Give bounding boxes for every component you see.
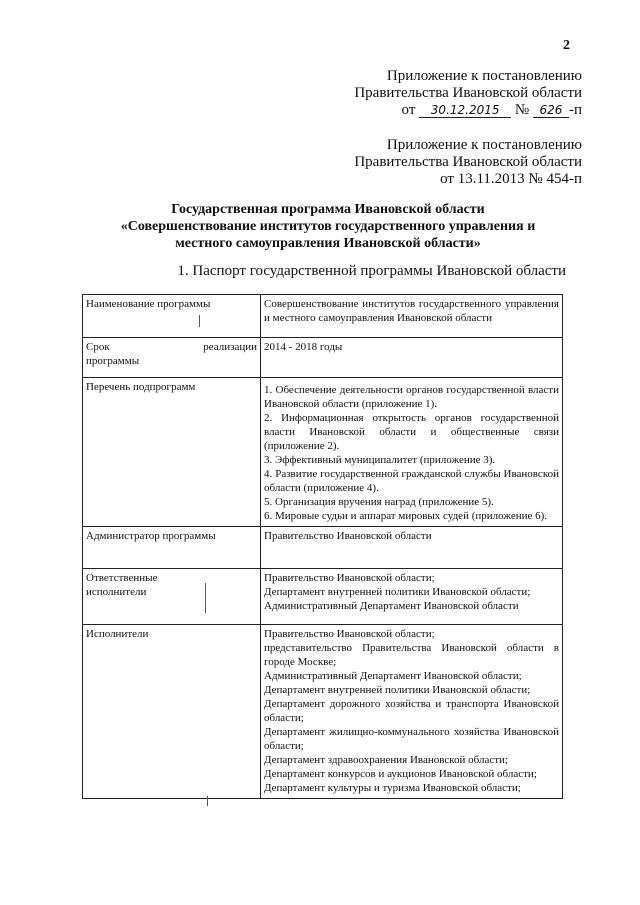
list-item: Департамент внутренней политики Ивановской области; bbox=[264, 684, 531, 696]
list-item: Департамент здравоохранения Ивановской области; bbox=[264, 754, 508, 766]
appendix-date-line bbox=[282, 102, 582, 119]
page-number: 2 bbox=[563, 38, 570, 53]
appendix-old-line-2: Правительства Ивановской области bbox=[354, 154, 582, 170]
list-item: Департамент дорожного хозяйства и транспорта Ивановской области; bbox=[264, 698, 559, 724]
term-label bbox=[83, 338, 261, 378]
list-item: Департамент культуры и туризма Ивановской области; bbox=[264, 782, 521, 794]
appendix-header-old bbox=[282, 137, 582, 188]
responsible-label: Ответственные исполнители bbox=[83, 569, 261, 625]
list-item: Правительство Ивановской области; bbox=[264, 572, 435, 584]
scan-artifact-mark bbox=[199, 315, 200, 327]
list-item: Департамент жилищно-коммунального хозяйства Ивановской области; bbox=[264, 726, 559, 752]
term-label-word-1: Срок bbox=[86, 341, 110, 353]
section-title: 1. Паспорт государственной программы Ивановской области bbox=[177, 263, 566, 279]
from-label: от bbox=[401, 102, 416, 118]
list-item: Департамент конкурсов и аукционов Ивановской области; bbox=[264, 768, 537, 780]
program-title-line-1: Государственная программа Ивановской области bbox=[171, 202, 485, 217]
appendix-line-1: Приложение к постановлению bbox=[386, 68, 582, 84]
scan-artifact-mark bbox=[207, 796, 208, 806]
scan-artifact-mark bbox=[205, 583, 206, 613]
list-item: представительство Правительства Ивановской области в городе Москве; bbox=[264, 642, 559, 668]
list-item: 2. Информационная открытость органов государственной власти Ивановской области и общественные связи (приложение 2). bbox=[264, 412, 559, 452]
table-row-subprograms bbox=[83, 378, 563, 527]
number-suffix: -п bbox=[568, 102, 582, 118]
handwritten-date: 30.12.2015 bbox=[419, 103, 511, 118]
name-value: Совершенствование институтов государственного управления и местного самоуправления Ивановской области bbox=[261, 295, 563, 338]
list-item: Административный Департамент Ивановской области bbox=[264, 600, 519, 612]
list-item: 5. Организация вручения наград (приложение 5). bbox=[264, 496, 494, 508]
program-title-line-3: местного самоуправления Ивановской области» bbox=[175, 236, 481, 251]
table-row-responsible bbox=[83, 569, 563, 625]
passport-table bbox=[82, 294, 563, 799]
table-row-executors bbox=[83, 625, 563, 799]
program-title-line-2: «Совершенствование институтов государственного управления и bbox=[120, 219, 536, 234]
executors-list bbox=[261, 625, 563, 799]
handwritten-number: 626 bbox=[533, 103, 569, 118]
appendix-old-line-1: Приложение к постановлению bbox=[386, 137, 582, 153]
name-label: Наименование программы bbox=[83, 295, 261, 338]
term-label-word-2: реализации bbox=[203, 341, 257, 353]
list-item: 4. Развитие государственной гражданской службы Ивановской области (приложение 4). bbox=[264, 468, 559, 494]
table-row-term bbox=[83, 338, 563, 378]
program-title bbox=[90, 201, 566, 252]
table-row-admin bbox=[83, 527, 563, 569]
admin-label: Администратор программы bbox=[83, 527, 261, 569]
number-label: № bbox=[514, 102, 530, 118]
list-item: 1. Обеспечение деятельности органов государственной власти Ивановской области (приложение 1). bbox=[264, 384, 559, 410]
subprograms-list bbox=[261, 378, 563, 527]
appendix-header-new bbox=[282, 68, 582, 119]
list-item: Административный Департамент Ивановской области; bbox=[264, 670, 522, 682]
subprograms-label: Перечень подпрограмм bbox=[83, 378, 261, 527]
term-label-word-3: программы bbox=[86, 355, 140, 367]
admin-value: Правительство Ивановской области bbox=[261, 527, 563, 569]
list-item: Правительство Ивановской области; bbox=[264, 628, 435, 640]
list-item: 3. Эффективный муниципалитет (приложение 3). bbox=[264, 454, 496, 466]
executors-label: Исполнители bbox=[83, 625, 261, 799]
appendix-line-2: Правительства Ивановской области bbox=[354, 85, 582, 101]
responsible-list bbox=[261, 569, 563, 625]
table-row-name bbox=[83, 295, 563, 338]
list-item: 6. Мировые судьи и аппарат мировых судей (приложение 6). bbox=[264, 510, 548, 522]
appendix-old-line-3: от 13.11.2013 № 454-п bbox=[440, 171, 582, 187]
term-value: 2014 - 2018 годы bbox=[261, 338, 563, 378]
list-item: Департамент внутренней политики Ивановской области; bbox=[264, 586, 531, 598]
